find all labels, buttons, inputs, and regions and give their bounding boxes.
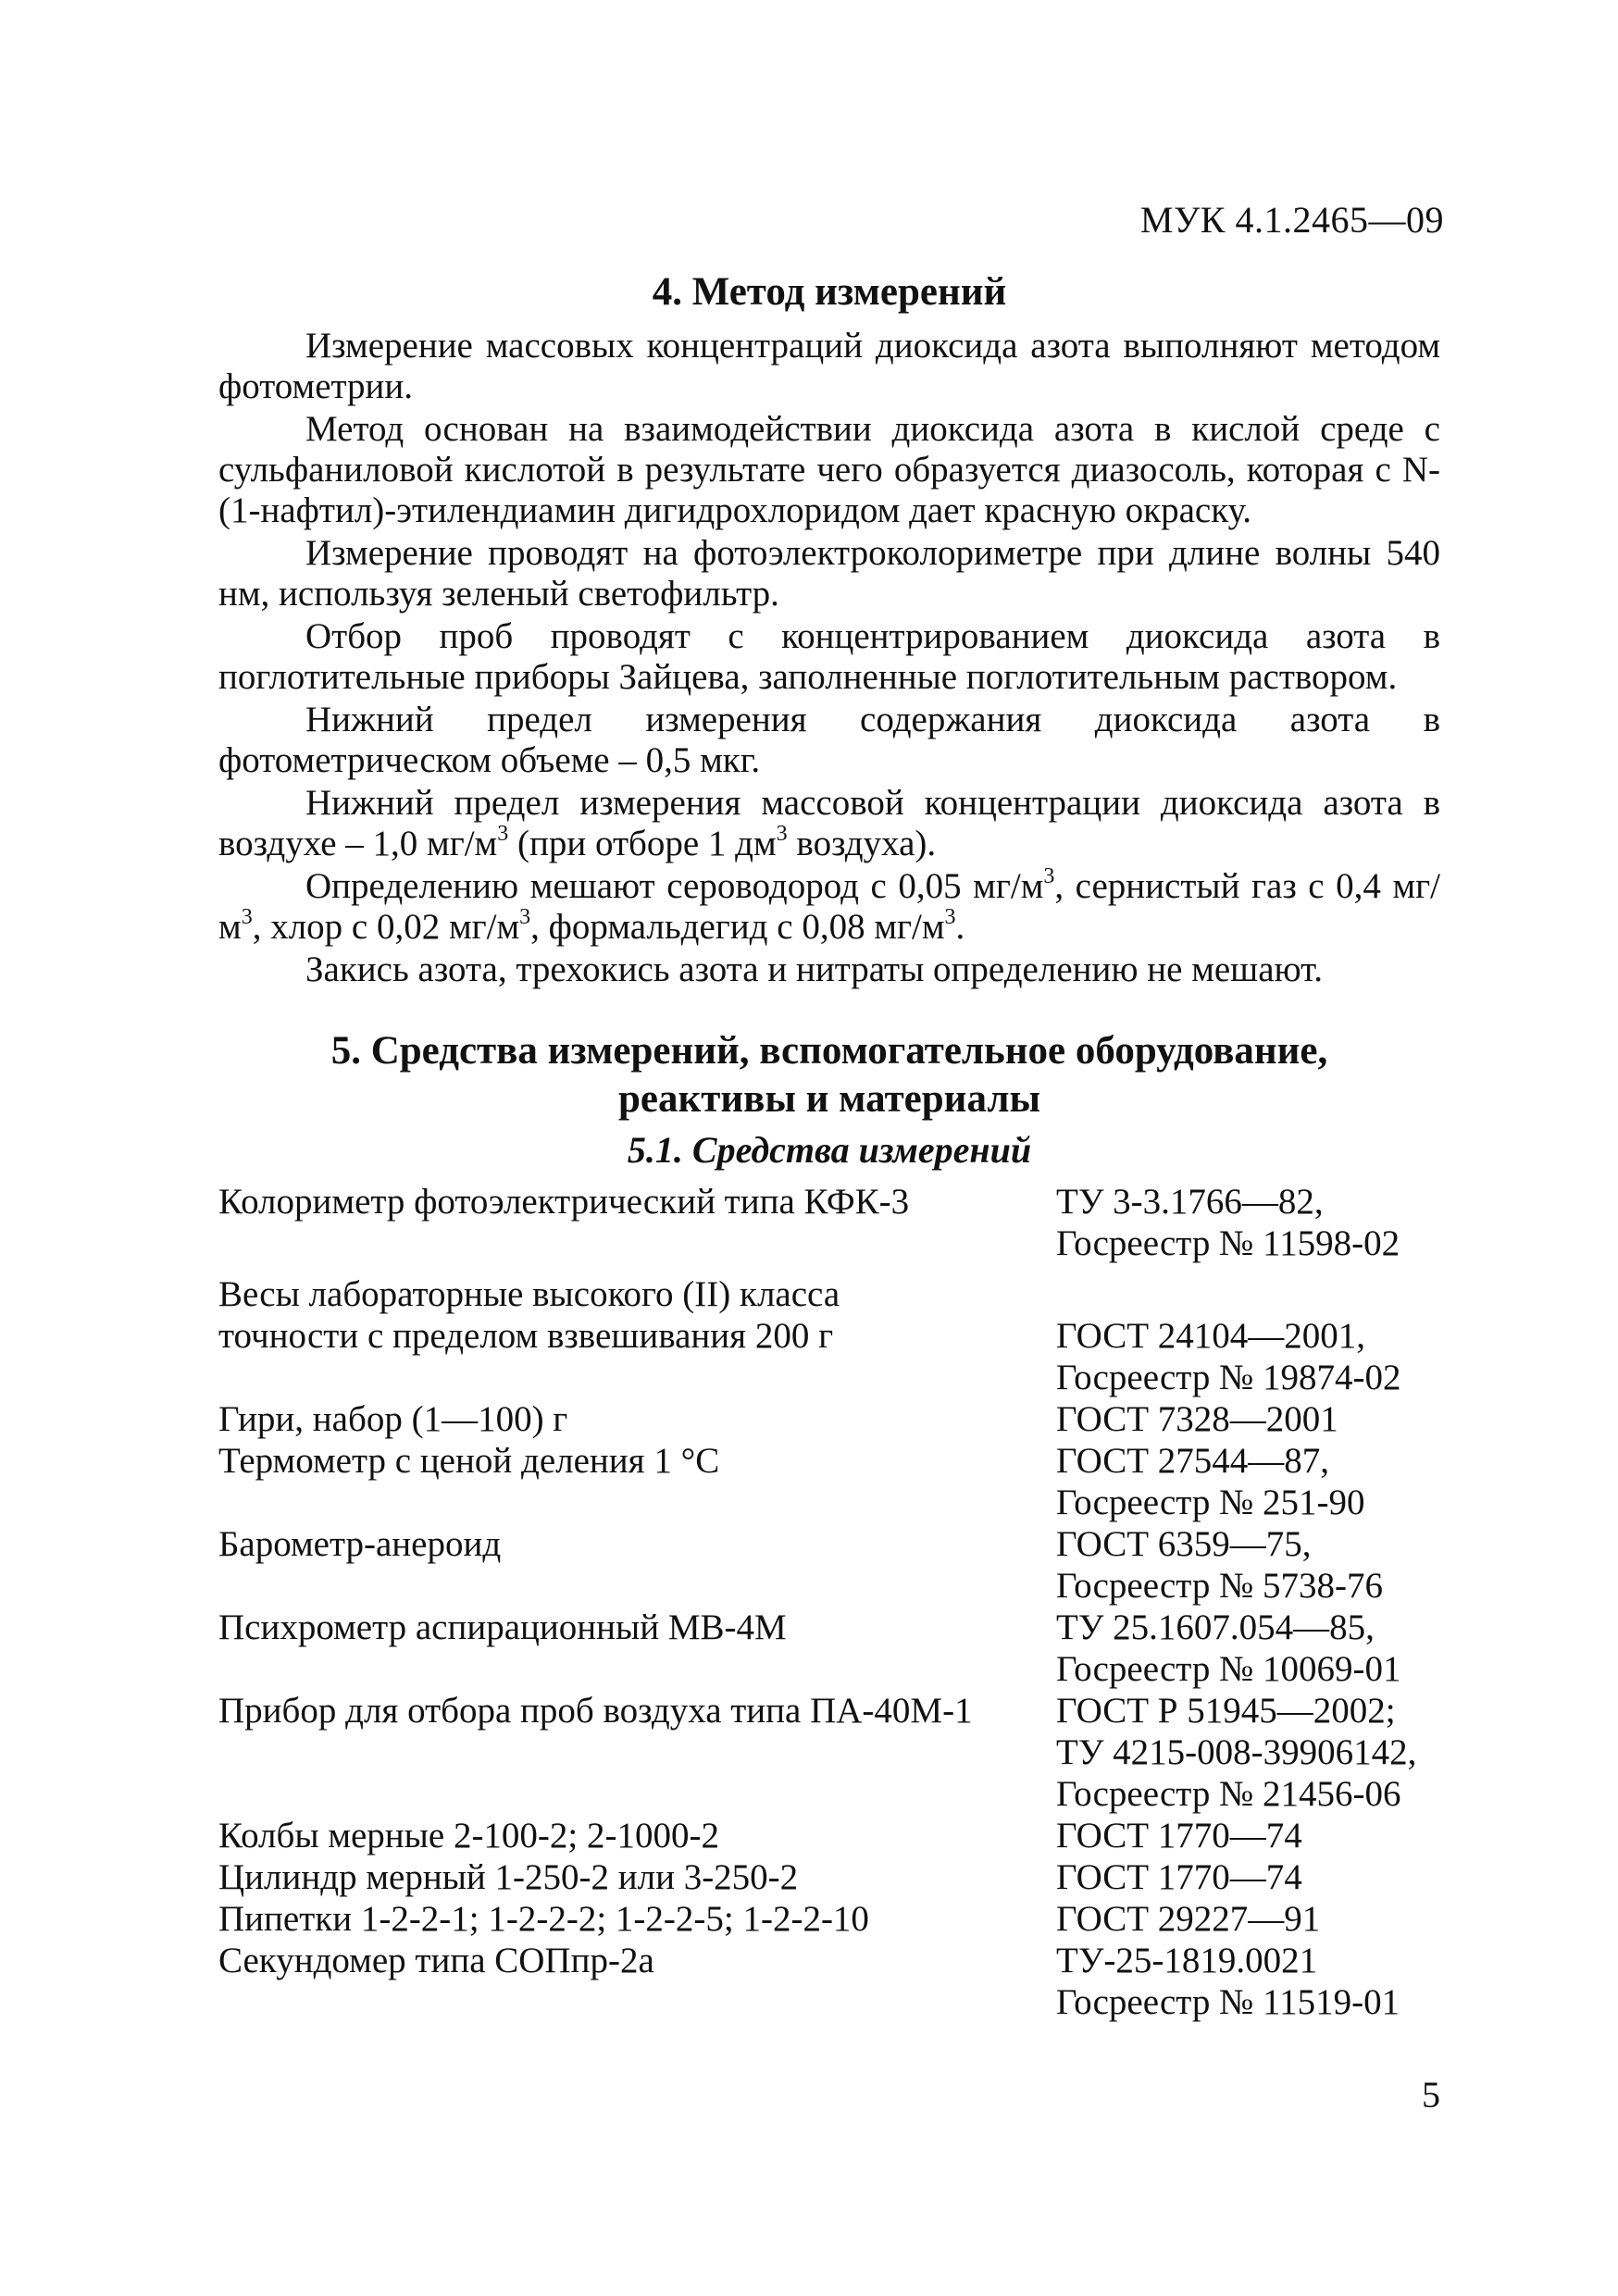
equipment-standard-line: Госреестр № 11598-02 (1056, 1223, 1400, 1263)
superscript: 3 (776, 822, 788, 846)
paragraph-text: Измерение массовых концентраций диоксида азота выполняют методом фотометрии. (218, 326, 1440, 406)
equipment-row (218, 1690, 1440, 1815)
paragraph-text: Определению мешают сероводород с 0,05 мг/м (305, 866, 1044, 906)
section-4-paragraph (218, 700, 1440, 781)
equipment-name-line: точности с пределом взвешивания 200 г (218, 1316, 834, 1356)
section-4-title: 4. Метод измерений (652, 270, 1007, 314)
paragraph-text: Метод основан на взаимодействии диоксида азота в кислой среде с сульфаниловой кислотой в результате чего образуется диазосоль, которая с N-(1-нафтил)-этилендиамин дигидрохлоридом дает красную окраску. (218, 409, 1440, 530)
section-4-paragraph (218, 616, 1440, 698)
superscript: 3 (497, 822, 509, 846)
equipment-standard (1056, 1690, 1440, 1815)
equipment-standard-line: ТУ-25-1819.0021 (1056, 1941, 1318, 1980)
equipment-row (218, 1940, 1440, 2023)
equipment-name (218, 1273, 1056, 1398)
equipment-standard-line: Госреестр № 251-90 (1056, 1483, 1365, 1522)
equipment-name (218, 1898, 1056, 1940)
section-5-title (218, 1027, 1440, 1123)
equipment-name-line: Барометр-анероид (218, 1524, 502, 1564)
equipment-name (218, 1523, 1056, 1607)
superscript: 3 (241, 905, 253, 929)
equipment-standard-line: ГОСТ 24104—2001, (1056, 1316, 1366, 1356)
paragraph-text: , формальдегид с 0,08 мг/м (530, 907, 945, 947)
equipment-standard (1056, 1940, 1440, 2023)
equipment-name (218, 1440, 1056, 1523)
equipment-standard (1056, 1398, 1440, 1440)
equipment-table-body (218, 1181, 1440, 2023)
equipment-standard (1056, 1181, 1440, 1273)
equipment-name-line: Секундомер типа СОПпр-2а (218, 1941, 654, 1980)
equipment-standard-line (1056, 1273, 1440, 1315)
equipment-name-line: Термометр с ценой деления 1 °С (218, 1441, 720, 1481)
equipment-standard-line: ГОСТ 7328—2001 (1056, 1399, 1338, 1439)
equipment-standard-line: Госреестр № 11519-01 (1056, 1982, 1400, 2022)
equipment-standard-line: Госреестр № 21456-06 (1056, 1774, 1401, 1814)
equipment-standard (1056, 1898, 1440, 1940)
section-4-paragraph (218, 409, 1440, 531)
equipment-standard (1056, 1523, 1440, 1607)
equipment-row (218, 1273, 1440, 1398)
equipment-row (218, 1398, 1440, 1440)
equipment-standard-line: ГОСТ 6359—75, (1056, 1524, 1312, 1564)
paragraph-text: Измерение проводят на фотоэлектроколориметре при длине волны 540 нм, используя зеленый светофильтр. (218, 533, 1440, 614)
equipment-standard (1056, 1607, 1440, 1690)
equipment-name-line: Пипетки 1-2-2-1; 1-2-2-2; 1-2-2-5; 1-2-2-10 (218, 1899, 869, 1939)
equipment-standard-line: ГОСТ 1770—74 (1056, 1816, 1302, 1855)
equipment-standard-line: Госреестр № 5738-76 (1056, 1566, 1384, 1606)
section-4-paragraph (218, 866, 1440, 948)
equipment-name (218, 1398, 1056, 1440)
section-4-paragraph (218, 326, 1440, 407)
equipment-standard (1056, 1856, 1440, 1898)
equipment-standard (1056, 1273, 1440, 1398)
equipment-row (218, 1523, 1440, 1607)
equipment-standard (1056, 1440, 1440, 1523)
superscript: 3 (519, 905, 531, 929)
equipment-name-line: Гири, набор (1—100) г (218, 1399, 568, 1439)
superscript: 3 (944, 905, 956, 929)
paragraph-text: Нижний предел измерения содержания диоксида азота в фотометрическом объеме – 0,5 мкг. (218, 700, 1440, 780)
equipment-name (218, 1815, 1056, 1856)
equipment-name-line: Прибор для отбора проб воздуха типа ПА-40М-1 (218, 1691, 973, 1731)
equipment-table (218, 1181, 1440, 2023)
equipment-standard-line: ТУ 3-3.1766—82, (1056, 1182, 1324, 1222)
subsection-5-1-title: 5.1. Средства измерений (627, 1129, 1032, 1171)
equipment-name (218, 1607, 1056, 1690)
equipment-standard-line: ТУ 4215-008-39906142, (1056, 1732, 1417, 1772)
equipment-standard (1056, 1815, 1440, 1856)
equipment-row (218, 1607, 1440, 1690)
equipment-name-line: Цилиндр мерный 1-250-2 или 3-250-2 (218, 1857, 799, 1897)
section-4-body (218, 326, 1440, 990)
superscript: 3 (1043, 864, 1055, 888)
equipment-row (218, 1181, 1440, 1273)
section-4-paragraph (218, 533, 1440, 614)
equipment-name-line: Весы лабораторные высокого (II) класса (218, 1274, 840, 1314)
paragraph-text: Отбор проб проводят с концентрированием диоксида азота в поглотительные приборы Зайцева, заполненные поглотительным раствором. (218, 616, 1440, 697)
section-5-title-line-1: 5. Средства измерений, вспомогательное оборудование, (330, 1029, 1328, 1073)
paragraph-text: (при отборе 1 дм (508, 824, 777, 863)
page-content (218, 268, 1440, 2023)
section-5-title-line-2: реактивы и материалы (617, 1077, 1041, 1121)
section-4-paragraph (218, 949, 1440, 990)
equipment-standard-line: ГОСТ 27544—87, (1056, 1441, 1330, 1481)
equipment-standard-line: Госреестр № 10069-01 (1056, 1649, 1401, 1689)
equipment-standard-line: ГОСТ Р 51945—2002; (1056, 1691, 1396, 1731)
equipment-name (218, 1690, 1056, 1815)
equipment-row (218, 1440, 1440, 1523)
paragraph-text: Нижний предел измерения массовой концентрации диоксида азота в воздухе – 1,0 мг/м (218, 783, 1440, 863)
equipment-standard-line: Госреестр № 19874-02 (1056, 1358, 1401, 1397)
equipment-standard-line: ТУ 25.1607.054—85, (1056, 1607, 1375, 1647)
paragraph-text: . (955, 907, 965, 947)
paragraph-text: воздуха). (787, 824, 937, 863)
paragraph-text: , хлор с 0,02 мг/м (252, 907, 520, 947)
equipment-row (218, 1856, 1440, 1898)
equipment-name (218, 1940, 1056, 2023)
equipment-name-line: Психрометр аспирационный МВ-4М (218, 1607, 787, 1647)
equipment-name (218, 1856, 1056, 1898)
equipment-row (218, 1815, 1440, 1856)
document-code: МУК 4.1.2465—09 (1139, 199, 1444, 241)
equipment-standard-line: ГОСТ 29227—91 (1056, 1899, 1321, 1939)
equipment-name-line: Колориметр фотоэлектрический типа КФК-3 (218, 1182, 910, 1222)
equipment-standard-line: ГОСТ 1770—74 (1056, 1857, 1302, 1897)
section-4-paragraph (218, 783, 1440, 864)
paragraph-text: Закись азота, трехокись азота и нитраты определению не мешают. (305, 949, 1324, 989)
equipment-name-line: Колбы мерные 2-100-2; 2-1000-2 (218, 1816, 719, 1855)
equipment-row (218, 1898, 1440, 1940)
page-number: 5 (1422, 2074, 1440, 2116)
paragraph-text: , сернистый газ с 0,4 мг/м (218, 866, 1440, 947)
equipment-name (218, 1181, 1056, 1273)
